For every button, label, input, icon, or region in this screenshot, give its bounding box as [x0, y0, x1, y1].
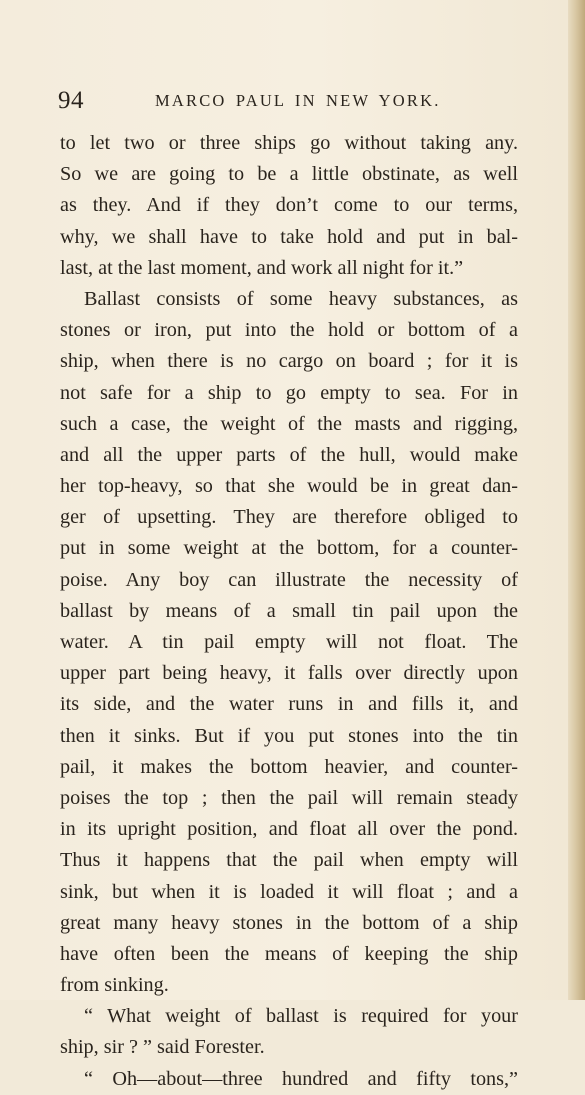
text-line: Ballast consists of some heavy substances, as	[84, 287, 518, 310]
body-text	[60, 128, 518, 1095]
running-head	[58, 86, 518, 116]
text-line: So we are going to be a little obstinate, as well	[60, 163, 518, 186]
text-line: put in some weight at the bottom, for a counter-	[60, 537, 518, 560]
text-line: her top-heavy, so that she would be in great dan-	[60, 475, 518, 498]
text-line: ger of upsetting. They are therefore obliged to	[60, 506, 518, 529]
text-line: sink, but when it is loaded it will float ; and a	[60, 880, 518, 903]
text-line: then it sinks. But if you put stones into the tin	[60, 724, 518, 747]
text-line: ship, when there is no cargo on board ; for it is	[60, 350, 518, 373]
text-line: not safe for a ship to go empty to sea. For in	[60, 381, 518, 404]
text-line: “ What weight of ballast is required for your	[84, 1005, 518, 1028]
text-line: from sinking.	[60, 974, 169, 997]
text-line: poise. Any boy can illustrate the necessity of	[60, 568, 518, 591]
running-title: MARCO PAUL IN NEW YORK.	[155, 91, 441, 110]
text-line: pail, it makes the bottom heavier, and counter-	[60, 755, 518, 778]
text-line: “ Oh—about—three hundred and fifty tons,”	[84, 1067, 518, 1090]
text-line: why, we shall have to take hold and put in bal-	[60, 225, 518, 248]
text-line: to let two or three ships go without taking any.	[60, 132, 518, 154]
book-spine-edge	[568, 0, 585, 1000]
text-line: in its upright position, and float all over the pond.	[60, 818, 518, 841]
text-line: great many heavy stones in the bottom of a ship	[60, 911, 518, 934]
text-line: upper part being heavy, it falls over directly upon	[60, 662, 518, 685]
text-line: have often been the means of keeping the ship	[60, 942, 518, 965]
text-line: Thus it happens that the pail when empty will	[60, 849, 518, 872]
page-number: 94	[58, 87, 84, 114]
text-line: such a case, the weight of the masts and rigging,	[60, 412, 518, 435]
text-line: last, at the last moment, and work all night for it.”	[60, 256, 464, 279]
text-line: water. A tin pail empty will not float. The	[60, 631, 518, 653]
text-line: ballast by means of a small tin pail upon the	[60, 599, 518, 622]
text-line: its side, and the water runs in and fills it, and	[60, 693, 518, 716]
text-line: stones or iron, put into the hold or bottom of a	[60, 319, 518, 342]
text-line: ship, sir ? ” said Forester.	[60, 1036, 265, 1059]
text-line: and all the upper parts of the hull, would make	[60, 443, 518, 466]
text-line: poises the top ; then the pail will remain steady	[60, 786, 518, 809]
text-line: as they. And if they don’t come to our terms,	[60, 194, 518, 217]
